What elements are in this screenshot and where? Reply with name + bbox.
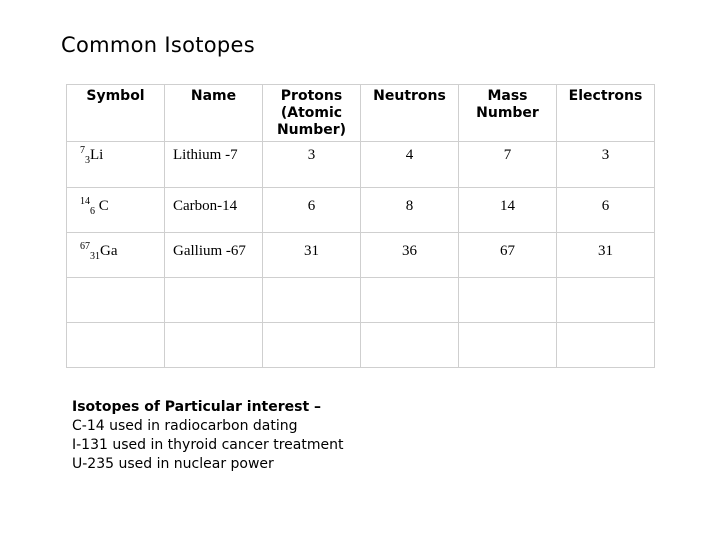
isotopes-notes [72, 398, 343, 474]
header-protons-label: Protons (Atomic Number) [276, 88, 347, 138]
isotope-name: Gallium -67 [165, 233, 263, 278]
isotope-symbol: $^7_3$Li [67, 142, 165, 188]
isotopes-table [66, 84, 655, 368]
header-symbol: Symbol [67, 85, 165, 142]
notes-line: U-235 used in nuclear power [72, 456, 274, 472]
page-title: Common Isotopes [61, 33, 256, 57]
table-row [67, 233, 655, 278]
notes-heading: Isotopes of Particular interest – [72, 399, 322, 415]
header-mass-number: Mass Number [459, 85, 557, 142]
empty-row [67, 323, 655, 368]
header-name: Name [165, 85, 263, 142]
table-header-row [67, 85, 655, 142]
mass-number-cell: 7 [459, 142, 557, 188]
protons-cell: 3 [263, 142, 361, 188]
electrons-cell: 3 [557, 142, 655, 188]
mass-number-cell: 14 [459, 188, 557, 233]
empty-row [67, 278, 655, 323]
mass-number-cell: 67 [459, 233, 557, 278]
neutrons-cell: 4 [361, 142, 459, 188]
isotope-symbol: $^{14}_6$ C [67, 188, 165, 233]
isotope-name: Carbon-14 [165, 188, 263, 233]
notes-line: C-14 used in radiocarbon dating [72, 418, 298, 434]
protons-cell: 6 [263, 188, 361, 233]
table-row [67, 188, 655, 233]
electrons-cell: 6 [557, 188, 655, 233]
header-neutrons: Neutrons [361, 85, 459, 142]
header-electrons: Electrons [557, 85, 655, 142]
isotope-name: Lithium -7 [165, 142, 263, 188]
electrons-cell: 31 [557, 233, 655, 278]
isotope-symbol: $^{67}_{31}$Ga [67, 233, 165, 278]
protons-cell: 31 [263, 233, 361, 278]
header-protons [263, 85, 361, 142]
notes-line: I-131 used in thyroid cancer treatment [72, 437, 344, 453]
neutrons-cell: 36 [361, 233, 459, 278]
table-row [67, 142, 655, 188]
neutrons-cell: 8 [361, 188, 459, 233]
